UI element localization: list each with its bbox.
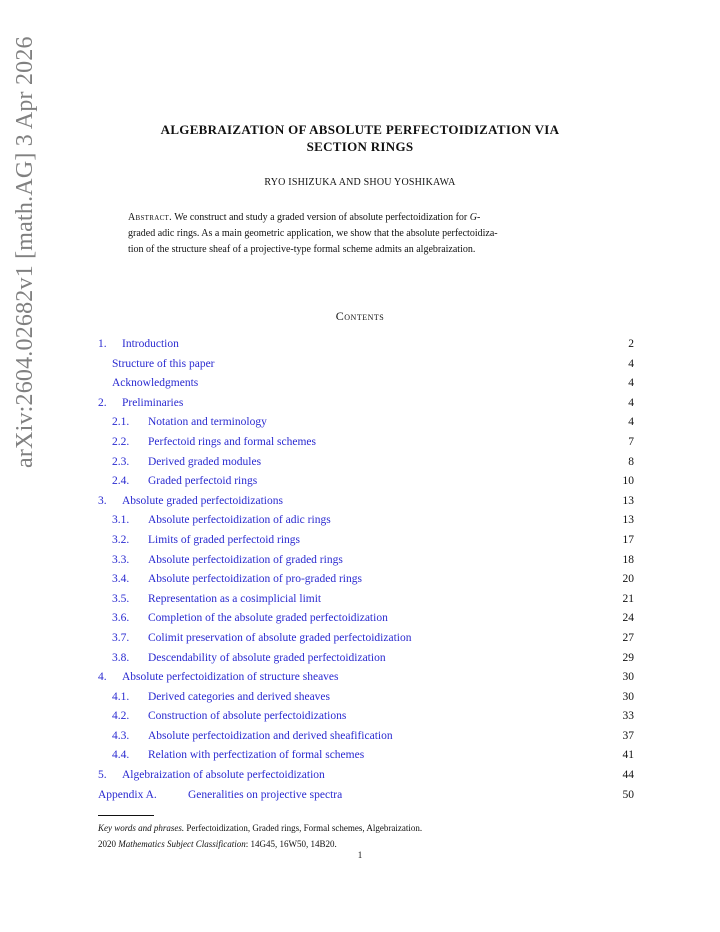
arxiv-identifier: arXiv:2604.02682v1 [math.AG] 3 Apr 2026: [12, 36, 38, 468]
toc-entry-label[interactable]: [112, 531, 300, 551]
toc-entry-title: Construction of absolute perfectoidizations: [148, 710, 347, 723]
abstract-text-g: G: [469, 212, 477, 223]
toc-entry[interactable]: [98, 394, 634, 414]
toc-entry-page: 10: [622, 475, 634, 488]
toc-entry-label[interactable]: [98, 668, 339, 688]
toc-entry-title: Limits of graded perfectoid rings: [148, 533, 301, 546]
toc-entry[interactable]: [98, 413, 634, 433]
toc-entry-page: 30: [622, 690, 634, 703]
toc-entry-number: 2.3.: [112, 455, 130, 468]
toc-entry-number: Appendix A.: [98, 788, 157, 801]
toc-entry-page: 13: [622, 514, 634, 527]
toc-entry-title: Preliminaries: [122, 396, 184, 409]
toc-entry-label[interactable]: [112, 688, 330, 708]
toc-entry-page: 2: [628, 338, 634, 350]
abstract-lead: Abstract.: [128, 212, 172, 223]
toc-entry[interactable]: [98, 649, 634, 669]
toc-entry-number: 3.4.: [112, 573, 130, 586]
toc-entry-number: 3.3.: [112, 553, 130, 566]
toc-entry-label[interactable]: [98, 335, 179, 355]
toc-entry-page: 4: [628, 416, 634, 429]
toc-entry-number: 3.: [98, 494, 107, 507]
toc-entry-label[interactable]: [112, 629, 411, 649]
toc-entry-label[interactable]: [112, 453, 261, 473]
toc-entry-page: 7: [628, 435, 634, 448]
toc-entry-page: 4: [628, 377, 634, 390]
keywords-footnote: [98, 820, 638, 836]
toc-entry[interactable]: [98, 492, 634, 512]
toc-entry-title: Graded perfectoid rings: [148, 475, 258, 488]
toc-entry-page: 13: [622, 494, 634, 507]
toc-entry-label[interactable]: [112, 551, 343, 571]
toc-entry-title: Completion of the absolute graded perfectoidization: [148, 612, 388, 625]
toc-entry[interactable]: [98, 746, 634, 766]
toc-entry-label[interactable]: [98, 766, 325, 786]
toc-entry[interactable]: [98, 688, 634, 708]
toc-entry-page: 50: [622, 788, 634, 801]
toc-entry-page: 30: [622, 671, 634, 684]
toc-entry-title: Absolute perfectoidization of structure sheaves: [122, 671, 339, 684]
msc-prefix: 2020: [98, 839, 119, 849]
toc-entry-title: Absolute perfectoidization and derived sheafification: [148, 729, 393, 742]
toc-entry-title: Representation as a cosimplicial limit: [148, 592, 322, 605]
toc-entry-title: Notation and terminology: [148, 416, 267, 429]
toc-entry-label[interactable]: [112, 570, 362, 590]
toc-entry[interactable]: [98, 374, 634, 394]
toc-entry-label[interactable]: [112, 511, 331, 531]
toc-entry[interactable]: [98, 453, 634, 473]
toc-entry-title: Absolute perfectoidization of graded rings: [148, 553, 343, 566]
contents-heading: Contents: [335, 309, 385, 323]
toc-entry-page: 41: [622, 749, 634, 762]
toc-entry-number: 5.: [98, 769, 107, 782]
toc-entry[interactable]: [98, 335, 634, 355]
toc-entry-number: 3.7.: [112, 631, 130, 644]
toc-entry-number: 2.: [98, 396, 107, 409]
abstract: [128, 210, 594, 258]
toc-entry-title: Algebraization of absolute perfectoidization: [122, 769, 325, 782]
toc-entry-number: 3.8.: [112, 651, 130, 664]
toc-entry-label[interactable]: [112, 649, 386, 669]
toc-entry-number: 4.1.: [112, 690, 130, 703]
footnotes: [98, 820, 638, 852]
toc-entry-label[interactable]: [112, 472, 257, 492]
toc-entry-number: 3.2.: [112, 533, 130, 546]
toc-entry-number: 4.: [98, 671, 107, 684]
toc-entry-label[interactable]: [112, 590, 321, 610]
toc-entry[interactable]: [98, 511, 634, 531]
toc-entry-title: Descendability of absolute graded perfectoidization: [148, 651, 386, 664]
toc-entry-label[interactable]: [112, 355, 215, 375]
toc-entry-label[interactable]: [112, 746, 364, 766]
toc-entry[interactable]: [98, 590, 634, 610]
toc-entry[interactable]: [98, 531, 634, 551]
toc-entry-number: 2.2.: [112, 435, 130, 448]
msc-text: : 14G45, 16W50, 14B20.: [245, 839, 337, 849]
toc-entry-number: 3.5.: [112, 592, 130, 605]
toc-entry[interactable]: [98, 433, 634, 453]
toc-entry-label[interactable]: [98, 786, 342, 806]
toc-entry-label[interactable]: [112, 609, 388, 629]
keywords-label: Key words and phrases.: [98, 823, 185, 833]
toc-entry-title: Absolute graded perfectoidizations: [122, 494, 283, 507]
toc-entry-page: 4: [628, 357, 634, 370]
abstract-line-2: graded adic rings. As a main geometric application, we show that the absolute perfectoidiza-: [128, 228, 498, 239]
toc-entry-title: Introduction: [122, 338, 179, 350]
abstract-text-1b: -: [476, 212, 481, 223]
toc-entry-page: 4: [628, 396, 634, 409]
abstract-line-3: tion of the structure sheaf of a projective-type formal scheme admits an algebraization.: [128, 244, 476, 255]
title-line-1: ALGEBRAIZATION OF ABSOLUTE PERFECTOIDIZATION VIA: [160, 122, 560, 137]
toc-entry-number: 4.4.: [112, 749, 130, 762]
abstract-line-1: [128, 210, 594, 226]
toc-entry-number: 4.3.: [112, 729, 130, 742]
toc-entry-number: 2.1.: [112, 416, 130, 429]
toc-entry-label[interactable]: [112, 413, 267, 433]
toc-entry-number: 2.4.: [112, 475, 130, 488]
toc-entry-page: 18: [622, 553, 634, 566]
toc-entry-page: 8: [628, 455, 634, 468]
toc-entry[interactable]: [98, 551, 634, 571]
toc-entry-page: 44: [622, 769, 634, 782]
toc-entry[interactable]: [98, 355, 634, 375]
toc-entry-title: Perfectoid rings and formal schemes: [148, 435, 316, 448]
toc-entry-page: 20: [622, 573, 634, 586]
toc-entry-title: Structure of this paper: [112, 357, 215, 370]
paper-title: [90, 121, 630, 155]
toc-entry-title: Absolute perfectoidization of pro-graded rings: [148, 573, 362, 586]
abstract-text-1a: We construct and study a graded version of absolute perfectoidization for: [171, 212, 470, 223]
toc-entry-label[interactable]: [112, 433, 316, 453]
authors: RYO ISHIZUKA AND SHOU YOSHIKAWA: [264, 177, 456, 188]
toc-entry-page: 29: [622, 651, 634, 664]
toc-entry-number: 3.6.: [112, 612, 130, 625]
toc-entry[interactable]: [98, 727, 634, 747]
toc-entry[interactable]: [98, 629, 634, 649]
keywords-text: Perfectoidization, Graded rings, Formal schemes, Algebraization.: [184, 823, 423, 833]
toc-entry-label[interactable]: [112, 374, 198, 394]
toc-entry-page: 24: [622, 612, 634, 625]
toc-entry-label[interactable]: [112, 727, 393, 747]
toc-entry[interactable]: [98, 472, 634, 492]
table-of-contents: [98, 335, 634, 805]
toc-entry-title: Colimit preservation of absolute graded perfectoidization: [148, 631, 412, 644]
toc-entry[interactable]: [98, 707, 634, 727]
toc-entry[interactable]: [98, 766, 634, 786]
toc-entry[interactable]: [98, 668, 634, 688]
toc-entry-page: 17: [622, 533, 634, 546]
page-number: 1: [357, 850, 363, 860]
toc-entry-number: 1.: [98, 338, 107, 350]
title-line-2: SECTION RINGS: [306, 139, 414, 154]
toc-entry-page: 33: [622, 710, 634, 723]
toc-entry[interactable]: [98, 609, 634, 629]
toc-entry-title: Derived categories and derived sheaves: [148, 690, 331, 703]
toc-entry-title: Generalities on projective spectra: [188, 788, 343, 801]
toc-entry-label[interactable]: [98, 492, 283, 512]
toc-entry-title: Absolute perfectoidization of adic rings: [148, 514, 331, 527]
toc-entry-page: 27: [622, 631, 634, 644]
toc-entry-number: 3.1.: [112, 514, 130, 527]
toc-entry-title: Acknowledgments: [112, 377, 199, 390]
toc-entry-number: 4.2.: [112, 710, 130, 723]
toc-entry-label[interactable]: [112, 707, 346, 727]
msc-label: Mathematics Subject Classification: [118, 839, 246, 849]
toc-entry[interactable]: [98, 786, 634, 806]
toc-entry[interactable]: [98, 570, 634, 590]
toc-entry-title: Derived graded modules: [148, 455, 262, 468]
footnote-rule: [98, 815, 154, 816]
toc-entry-title: Relation with perfectization of formal schemes: [148, 749, 365, 762]
toc-entry-page: 21: [622, 592, 634, 605]
toc-entry-page: 37: [622, 729, 634, 742]
toc-entry-label[interactable]: [98, 394, 183, 414]
